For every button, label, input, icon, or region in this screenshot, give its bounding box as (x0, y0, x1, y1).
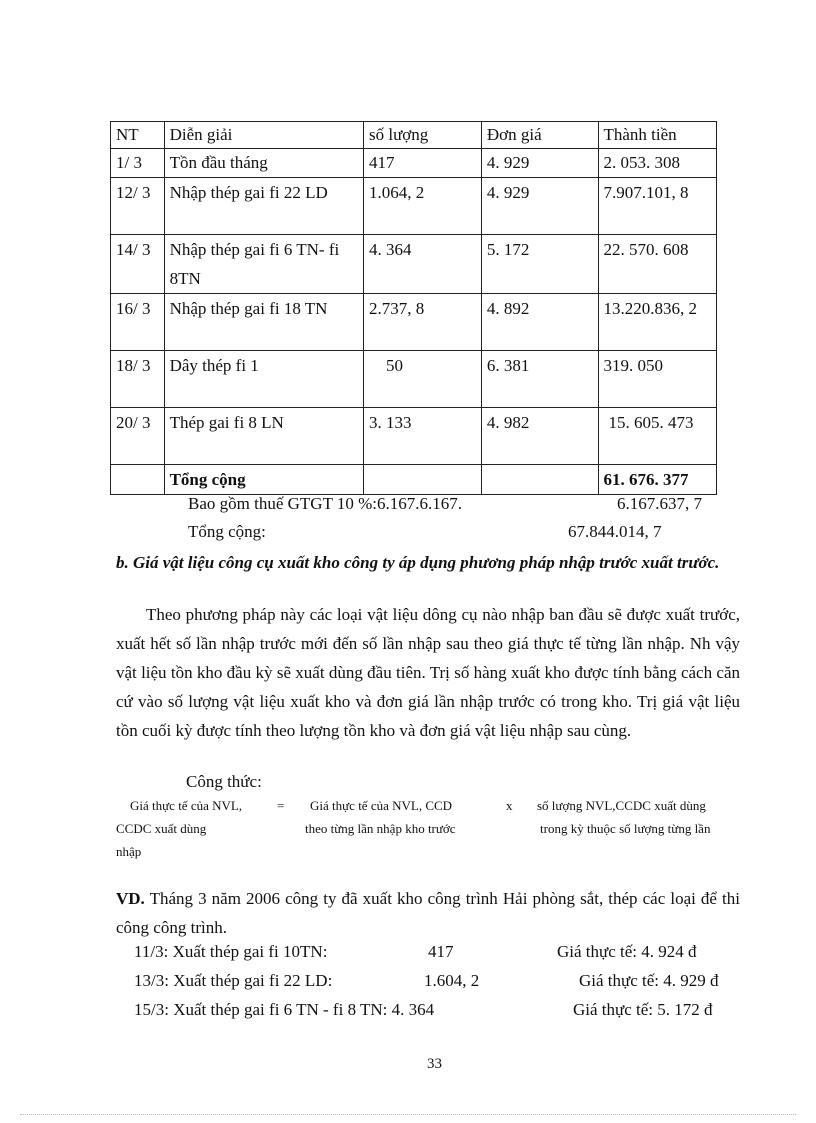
row-unit-price: 4. 982 (481, 408, 598, 465)
row-description: Tồn đầu tháng (164, 149, 363, 178)
row-amount: 319. 050 (598, 351, 717, 408)
example-item-1-price: Giá thực tế: 4. 924 đ (557, 942, 697, 961)
row-nt: 1/ 3 (111, 149, 165, 178)
table-row (111, 235, 717, 294)
total-nt-empty (111, 465, 165, 495)
example-intro (116, 884, 740, 942)
row-quantity: 50 (364, 351, 482, 408)
example-item-1-qty: 417 (428, 942, 454, 961)
row-quantity: 2.737, 8 (364, 294, 482, 351)
row-amount: 13.220.836, 2 (598, 294, 717, 351)
example-item-2-qty: 1.604, 2 (424, 971, 480, 990)
header-amount: Thành tiền (598, 122, 717, 149)
table-row (111, 149, 717, 178)
header-quantity: số lượng (364, 122, 482, 149)
formula-left-line1: Giá thực tế của NVL, (130, 798, 243, 813)
formula-label: Công thức: (186, 772, 262, 791)
total-value: 61. 676. 377 (598, 465, 717, 495)
formula-right-line1: số lượng NVL,CCDC xuất dùng (537, 798, 706, 813)
formula-mid-line1: Giá thực tế của NVL, CCD (310, 798, 453, 813)
formula-times: x (506, 798, 513, 813)
row-unit-price: 4. 929 (481, 178, 598, 235)
formula-right-line2: trong kỳ thuộc số lượng từng lần (540, 821, 711, 836)
row-amount: 15. 605. 473 (598, 408, 717, 465)
total-label: Tổng cộng (164, 465, 363, 495)
example-item-2-desc: 13/3: Xuất thép gai fi 22 LD: (134, 971, 333, 990)
row-description: Nhập thép gai fi 18 TN (164, 294, 363, 351)
section-b-paragraph (116, 600, 740, 745)
inventory-table (110, 121, 717, 495)
vat-label: Bao gồm thuế GTGT 10 %:6.167.6.167. (188, 494, 463, 513)
grand-total-value: 67.844.014, 7 (568, 522, 662, 541)
formula-left-line2: CCDC xuất dùng (116, 821, 207, 836)
row-description: Nhập thép gai fi 6 TN- fi 8TN (164, 235, 363, 294)
formula-left-line3: nhập (116, 844, 142, 859)
row-unit-price: 5. 172 (481, 235, 598, 294)
row-description: Dây thép fi 1 (164, 351, 363, 408)
paragraph-text: Theo phương pháp này các loại vật liệu dông cụ nào nhập ban đầu sẽ được xuất trước, xuất hết số lần nhập trước mới đến số lần nhập sau theo giá thực tế từng lần nhập. Nh vậy vật liệu tồn kho đầu kỳ sẽ xuất dùng đầu tiên. Trị số hàng xuất kho được tính bằng cách căn cứ vào số lượng vật liệu xuất kho và đơn giá lần nhập trước có trong kho. Trị giá vật liệu tồn cuối kỳ được tính theo lượng tồn kho và đơn giá vật liệu nhập sau cùng. (116, 605, 740, 740)
table-row (111, 351, 717, 408)
example-label: VD. (116, 889, 145, 908)
example-intro-text: Tháng 3 năm 2006 công ty đã xuất kho công trình Hải phòng sắt, thép các loại để thi công công trình. (116, 889, 740, 937)
row-unit-price: 4. 929 (481, 149, 598, 178)
table-total-row (111, 465, 717, 495)
table-row (111, 178, 717, 235)
row-nt: 12/ 3 (111, 178, 165, 235)
example-item-3-desc: 15/3: Xuất thép gai fi 6 TN - fi 8 TN: 4. 364 (134, 1000, 435, 1019)
row-unit-price: 6. 381 (481, 351, 598, 408)
total-price-empty (481, 465, 598, 495)
total-qty-empty (364, 465, 482, 495)
row-unit-price: 4. 892 (481, 294, 598, 351)
row-nt: 16/ 3 (111, 294, 165, 351)
row-nt: 14/ 3 (111, 235, 165, 294)
page-number: 33 (427, 1056, 442, 1072)
row-quantity: 1.064, 2 (364, 178, 482, 235)
table-header-row (111, 122, 717, 149)
row-quantity: 3. 133 (364, 408, 482, 465)
formula-mid-line2: theo từng lần nhập kho trước (305, 821, 456, 836)
row-amount: 2. 053. 308 (598, 149, 717, 178)
page-footer-divider (20, 1114, 796, 1115)
header-unit-price: Đơn giá (481, 122, 598, 149)
example-item-3-price: Giá thực tế: 5. 172 đ (573, 1000, 713, 1019)
row-description: Nhập thép gai fi 22 LD (164, 178, 363, 235)
table-row (111, 294, 717, 351)
header-description: Diễn giải (164, 122, 363, 149)
row-amount: 22. 570. 608 (598, 235, 717, 294)
formula-equals: = (277, 798, 285, 813)
row-description: Thép gai fi 8 LN (164, 408, 363, 465)
vat-value: 6.167.637, 7 (617, 494, 702, 513)
example-item-1-desc: 11/3: Xuất thép gai fi 10TN: (134, 942, 328, 961)
table-row (111, 408, 717, 465)
row-quantity: 4. 364 (364, 235, 482, 294)
row-quantity: 417 (364, 149, 482, 178)
section-b-heading: b. Giá vật liệu công cụ xuất kho công ty áp dụng phương pháp nhập trước xuất trước. (116, 553, 720, 572)
grand-total-label: Tổng cộng: (188, 522, 266, 541)
row-nt: 18/ 3 (111, 351, 165, 408)
header-nt: NT (111, 122, 165, 149)
row-nt: 20/ 3 (111, 408, 165, 465)
example-item-2-price: Giá thực tế: 4. 929 đ (579, 971, 719, 990)
row-amount: 7.907.101, 8 (598, 178, 717, 235)
